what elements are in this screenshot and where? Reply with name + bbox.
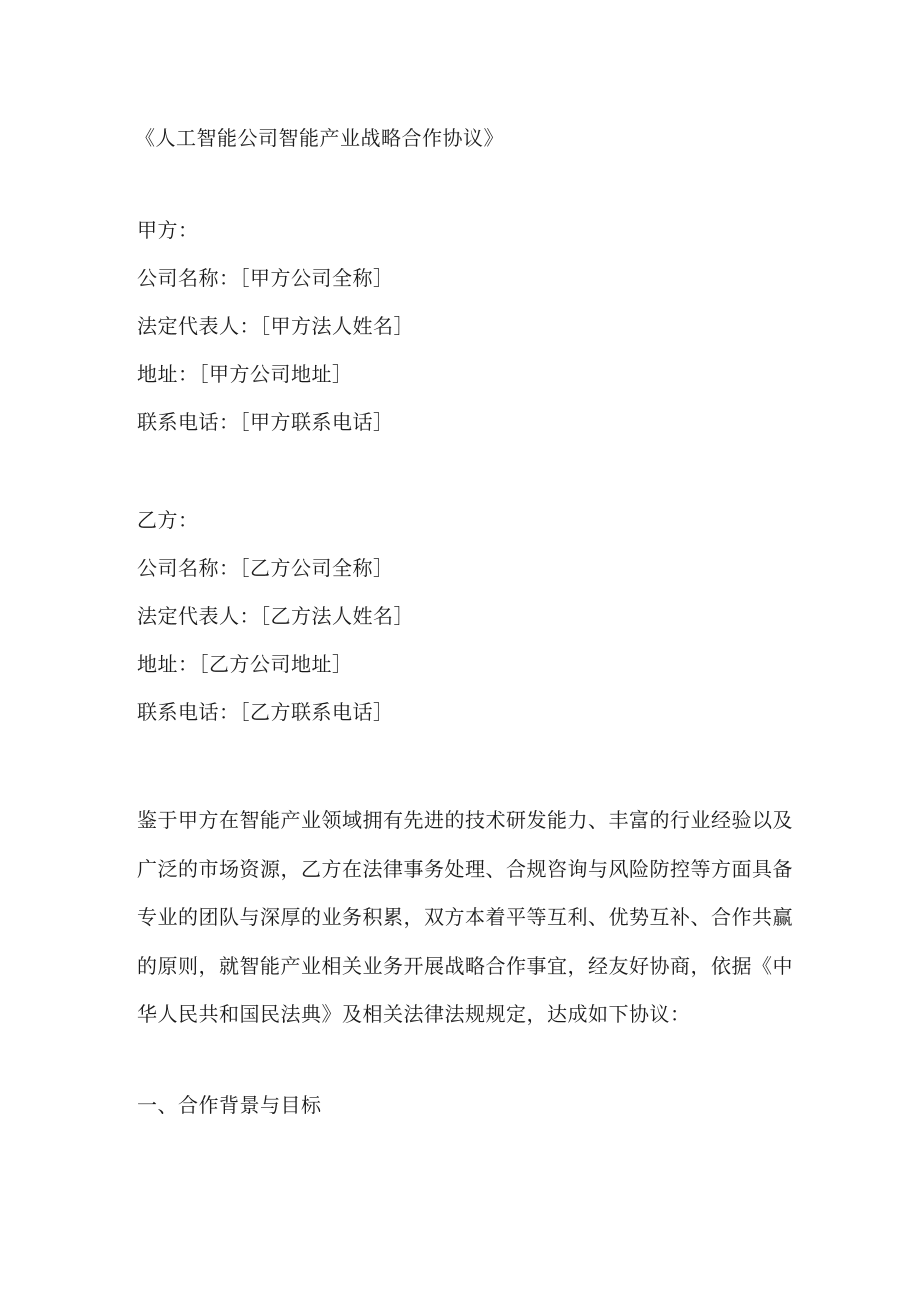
party-b-representative: 法定代表人：［乙方法人姓名］	[137, 604, 414, 628]
party-a-phone: 联系电话：［甲方联系电话］	[137, 410, 394, 434]
party-a-representative: 法定代表人：［甲方法人姓名］	[137, 314, 414, 338]
party-a-address: 地址：［甲方公司地址］	[137, 362, 353, 386]
party-b-heading: 乙方：	[137, 508, 199, 532]
section-1-heading: 一、合作背景与目标	[137, 1093, 322, 1117]
preamble-line: 华人民共和国民法典》及相关法律法规规定，达成如下协议：	[137, 1002, 691, 1026]
party-b-phone: 联系电话：［乙方联系电话］	[137, 700, 394, 724]
document-title: 《人工智能公司智能产业战略合作协议》	[135, 126, 504, 150]
party-b-address: 地址：［乙方公司地址］	[137, 652, 353, 676]
preamble-line: 鉴于甲方在智能产业领域拥有先进的技术研发能力、丰富的行业经验以及	[137, 808, 793, 832]
preamble-line: 广泛的市场资源，乙方在法律事务处理、合规咨询与风险防控等方面具备	[137, 856, 793, 881]
preamble-line: 专业的团队与深厚的业务积累，双方本着平等互利、优势互补、合作共赢	[137, 905, 793, 929]
party-a-heading: 甲方：	[137, 218, 199, 242]
party-a-company: 公司名称：［甲方公司全称］	[137, 266, 394, 290]
preamble-line: 的原则，就智能产业相关业务开展战略合作事宜，经友好协商，依据《中	[137, 953, 793, 978]
preamble-paragraph	[137, 796, 793, 1039]
party-b-company: 公司名称：［乙方公司全称］	[137, 556, 394, 580]
